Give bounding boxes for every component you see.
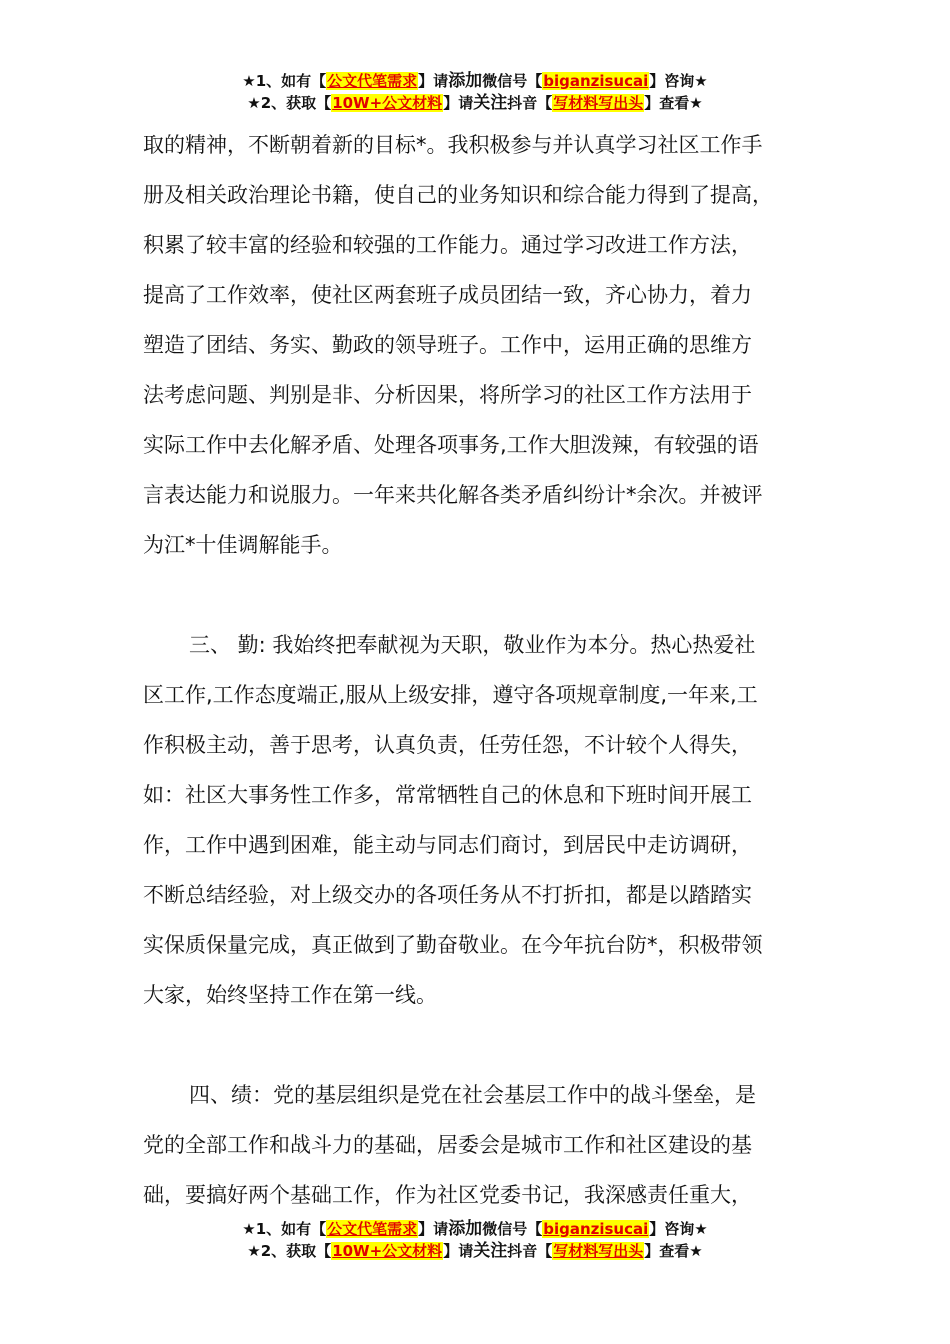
highlight-ghostwriting: 公文代笔需求	[327, 1220, 418, 1238]
banner-bold-word: 添加	[448, 71, 483, 91]
highlight-wechat-id: biganzisucai	[543, 72, 649, 90]
text-line: 积累了较丰富的经验和较强的工作能力。通过学习改进工作方法，	[143, 233, 752, 257]
banner-text: 抖音【	[507, 94, 553, 112]
highlight-douyin: 写材料写出头	[553, 94, 644, 112]
top-banner	[0, 70, 950, 114]
banner-bold-word: 关注	[473, 93, 508, 113]
text-line: 册及相关政治理论书籍，使自己的业务知识和综合能力得到了提高，	[143, 183, 773, 207]
section-heading-line: 四、绩：党的基层组织是党在社会基层工作中的战斗堡垒，是	[189, 1083, 756, 1107]
banner-text: 】请	[418, 72, 449, 90]
paragraph-3	[143, 1070, 808, 1220]
text-line: 为江*十佳调解能手。	[143, 533, 343, 557]
text-line: 提高了工作效率，使社区两套班子成员团结一致，齐心协力，着力	[143, 283, 752, 307]
highlight-materials: 10W+公文材料	[332, 1242, 443, 1260]
banner-text: ★2、获取【	[247, 94, 332, 112]
paragraph-spacer	[143, 1020, 808, 1070]
text-line: 法考虑问题、判别是非、分析因果，将所学习的社区工作方法用于	[143, 383, 752, 407]
text-line: 取的精神，不断朝着新的目标*。我积极参与并认真学习社区工作手	[143, 133, 763, 157]
document-body	[143, 120, 808, 1220]
banner-text: 】请	[443, 1242, 474, 1260]
banner-line-2	[0, 92, 950, 114]
banner-line-2	[0, 1240, 950, 1262]
banner-text: 】咨询★	[649, 72, 708, 90]
banner-text: ★1、如有【	[242, 1220, 327, 1238]
banner-text: 】咨询★	[649, 1220, 708, 1238]
banner-line-1	[0, 70, 950, 92]
highlight-materials: 10W+公文材料	[332, 94, 443, 112]
banner-text: ★1、如有【	[242, 72, 327, 90]
text-line: 塑造了团结、务实、勤政的领导班子。工作中，运用正确的思维方	[143, 333, 752, 357]
text-line: 作积极主动，善于思考，认真负责，任劳任怨，不计较个人得失，	[143, 733, 752, 757]
paragraph-2	[143, 620, 808, 1020]
banner-bold-word: 关注	[473, 1241, 508, 1261]
section-heading-line: 三、 勤: 我始终把奉献视为天职，敬业作为本分。热心热爱社	[189, 633, 756, 657]
text-line: 党的全部工作和战斗力的基础，居委会是城市工作和社区建设的基	[143, 1133, 752, 1157]
text-line: 不断总结经验，对上级交办的各项任务从不打折扣，都是以踏踏实	[143, 883, 752, 907]
text-line: 实际工作中去化解矛盾、处理各项事务,工作大胆泼辣，有较强的语	[143, 433, 759, 457]
text-line: 言表达能力和说服力。一年来共化解各类矛盾纠纷计*余次。并被评	[143, 483, 763, 507]
text-line: 如：社区大事务性工作多，常常牺牲自己的休息和下班时间开展工	[143, 783, 752, 807]
banner-text: 抖音【	[507, 1242, 553, 1260]
paragraph-spacer	[143, 570, 808, 620]
text-line: 大家，始终坚持工作在第一线。	[143, 983, 437, 1007]
highlight-ghostwriting: 公文代笔需求	[327, 72, 418, 90]
banner-bold-word: 添加	[448, 1219, 483, 1239]
highlight-wechat-id: biganzisucai	[543, 1220, 649, 1238]
banner-text: 】请	[418, 1220, 449, 1238]
bottom-banner	[0, 1218, 950, 1262]
text-line: 实保质保量完成，真正做到了勤奋敬业。在今年抗台防*，积极带领	[143, 933, 763, 957]
banner-text: 微信号【	[482, 1220, 543, 1238]
highlight-douyin: 写材料写出头	[553, 1242, 644, 1260]
banner-text: 】查看★	[644, 94, 703, 112]
banner-text: 微信号【	[482, 72, 543, 90]
paragraph-1	[143, 120, 808, 570]
text-line: 作，工作中遇到困难，能主动与同志们商讨，到居民中走访调研，	[143, 833, 752, 857]
text-line: 区工作,工作态度端正,服从上级安排，遵守各项规章制度,一年来,工	[143, 683, 758, 707]
banner-text: 】查看★	[644, 1242, 703, 1260]
banner-text: ★2、获取【	[247, 1242, 332, 1260]
banner-line-1	[0, 1218, 950, 1240]
banner-text: 】请	[443, 94, 474, 112]
text-line: 础，要搞好两个基础工作，作为社区党委书记，我深感责任重大，	[143, 1183, 752, 1207]
